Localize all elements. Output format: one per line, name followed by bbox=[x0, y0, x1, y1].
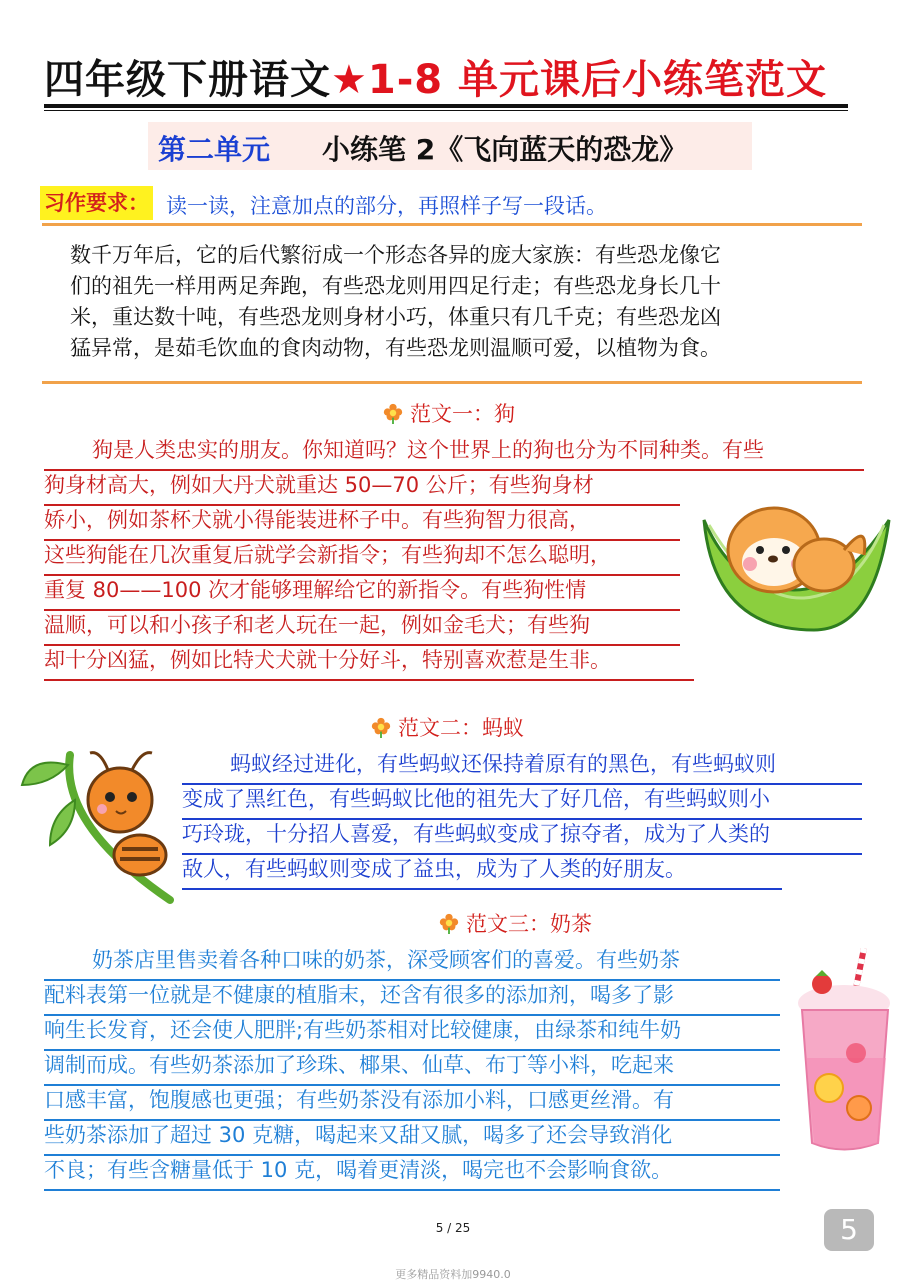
passage-line: 们的祖先一样用两足奔跑，有些恐龙则用四足行走；有些恐龙身长几十 bbox=[70, 274, 721, 298]
essay3-line: 些奶茶添加了超过 30 克糖，喝起来又甜又腻，喝多了还会导致消化 bbox=[44, 1121, 780, 1156]
essay2-title: 范文二：蚂蚁 bbox=[370, 712, 524, 742]
divider-top bbox=[42, 223, 862, 226]
essay3-body bbox=[44, 946, 780, 1191]
essay1-line: 重复 80——100 次才能够理解给它的新指令。有些狗性情 bbox=[44, 576, 680, 611]
essay1-line: 温顺，可以和小孩子和老人玩在一起，例如金毛犬；有些狗 bbox=[44, 611, 680, 646]
essay2-line: 巧玲珑，十分招人喜爱，有些蚂蚁变成了掠夺者，成为了人类的 bbox=[182, 820, 862, 855]
essay2-body bbox=[182, 750, 862, 890]
title-rule-thin bbox=[44, 110, 848, 111]
requirement-text: 读一读，注意加点的部分，再照样子写一段话。 bbox=[166, 194, 607, 218]
essay1-line: 狗是人类忠实的朋友。你知道吗？这个世界上的狗也分为不同种类。有些 bbox=[44, 436, 864, 471]
footer-watermark: 更多精品资料加9940.0 bbox=[395, 1268, 511, 1281]
essay3-line: 调制而成。有些奶茶添加了珍珠、椰果、仙草、布丁等小料，吃起来 bbox=[44, 1051, 780, 1086]
unit-label: 第二单元 bbox=[158, 133, 271, 166]
essay3-line: 不良；有些含糖量低于 10 克，喝着更清淡，喝完也不会影响食欲。 bbox=[44, 1156, 780, 1191]
page-number: 5 / 25 bbox=[435, 1221, 471, 1235]
essay2-line: 蚂蚁经过进化，有些蚂蚁还保持着原有的黑色，有些蚂蚁则 bbox=[182, 750, 862, 785]
requirement-tag: 习作要求： bbox=[40, 186, 153, 220]
essay3-line: 配料表第一位就是不健康的植脂末，还含有很多的添加剂，喝多了影 bbox=[44, 981, 780, 1016]
essay2-line: 敌人，有些蚂蚁则变成了益虫，成为了人类的好朋友。 bbox=[182, 855, 782, 890]
essay3-line: 响生长发育，还会使人肥胖;有些奶茶相对比较健康，由绿茶和纯牛奶 bbox=[44, 1016, 780, 1051]
essay1-line: 娇小，例如茶杯犬就小得能装进杯子中。有些狗智力很高， bbox=[44, 506, 680, 541]
divider-bottom bbox=[42, 381, 862, 384]
flower-icon bbox=[370, 716, 392, 738]
star-icon: ★ bbox=[331, 57, 368, 103]
ant-illustration bbox=[20, 745, 176, 905]
essay1-line: 这些狗能在几次重复后就学会新指令；有些狗却不怎么聪明， bbox=[44, 541, 680, 576]
essay3-line: 奶茶店里售卖着各种口味的奶茶，深受顾客们的喜爱。有些奶茶 bbox=[44, 946, 780, 981]
flower-icon bbox=[438, 912, 460, 934]
passage-line: 数千万年后，它的后代繁衍成一个形态各异的庞大家族：有些恐龙像它 bbox=[70, 243, 721, 267]
passage-line: 米，重达数十吨，有些恐龙则身材小巧，体重只有几千克；有些恐龙凶 bbox=[70, 305, 721, 329]
page-badge: 5 bbox=[824, 1209, 874, 1251]
dog-illustration bbox=[694, 480, 894, 640]
source-passage bbox=[70, 240, 850, 364]
lesson-title: 小练笔 2《飞向蓝天的恐龙》 bbox=[322, 133, 688, 166]
flower-icon bbox=[382, 402, 404, 424]
title-rule bbox=[44, 104, 848, 108]
essay3-line: 口感丰富，饱腹感也更强；有些奶茶没有添加小料，口感更丝滑。有 bbox=[44, 1086, 780, 1121]
essay2-line: 变成了黑红色，有些蚂蚁比他的祖先大了好几倍，有些蚂蚁则小 bbox=[182, 785, 862, 820]
passage-line: 猛异常，是茹毛饮血的食肉动物，有些恐龙则温顺可爱，以植物为食。 bbox=[70, 336, 721, 360]
essay3-title: 范文三：奶茶 bbox=[438, 908, 592, 938]
essay1-line: 却十分凶猛，例如比特犬犬就十分好斗，特别喜欢惹是生非。 bbox=[44, 646, 694, 681]
page-title: 四年级下册语文★1-8 单元课后小练笔范文 bbox=[44, 57, 828, 103]
essay1-line: 狗身材高大，例如大丹犬就重达 50—70 公斤；有些狗身材 bbox=[44, 471, 680, 506]
milk-tea-illustration bbox=[794, 948, 900, 1158]
essay1-title: 范文一：狗 bbox=[382, 398, 515, 428]
